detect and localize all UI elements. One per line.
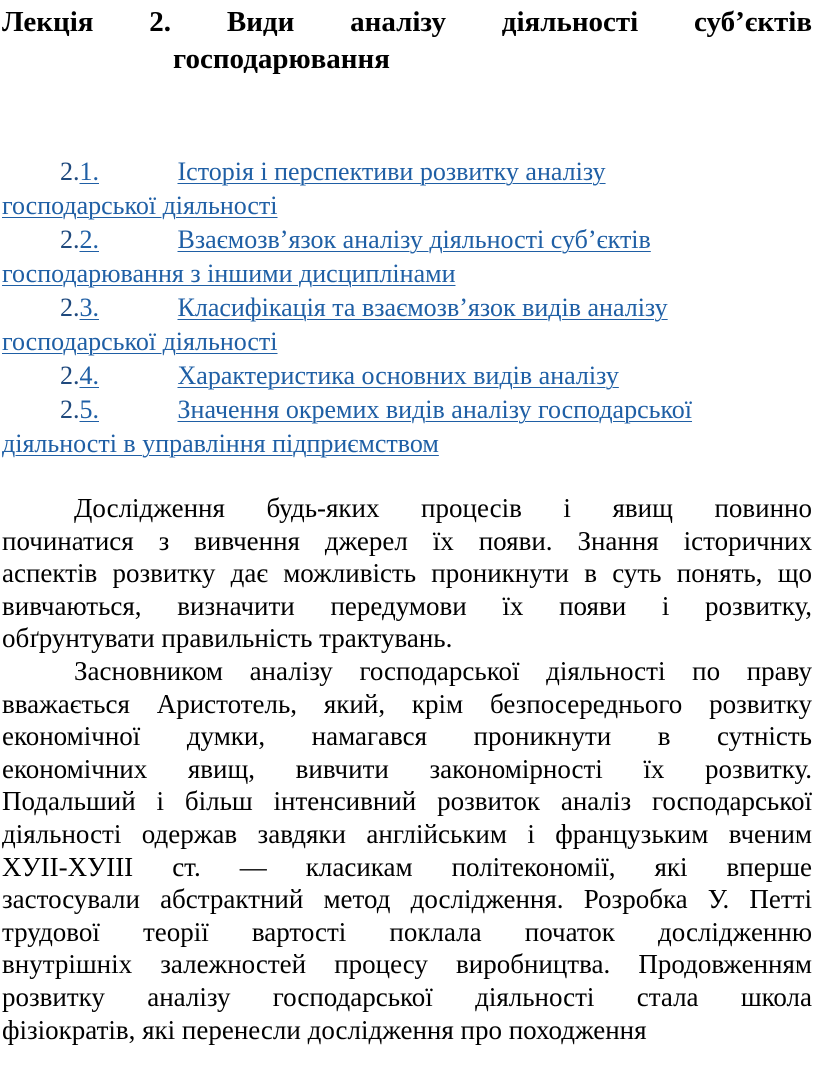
toc-item-2-2[interactable] [2,223,812,291]
title-word: суб’єктів [694,6,812,38]
paragraph-line: вивчаються, визначити передумови їх появи і розвитку, [2,590,812,621]
toc-link-text-continued[interactable]: діяльності в управління підприємством [2,429,439,458]
title-word: Лекція [2,6,94,38]
toc-link-text[interactable]: Характеристика основних видів аналізу [177,361,619,390]
toc-number-link[interactable]: 4. [79,361,99,390]
toc-item-2-1[interactable] [2,155,812,223]
title-word: діяльності [501,6,639,38]
toc-prefix: 2. [60,225,80,254]
table-of-contents [2,155,812,461]
paragraph-line: Засновником аналізу господарської діяльності по праву [74,655,812,686]
toc-item-2-5[interactable] [2,393,812,461]
paragraph-line: вважається Аристотель, який, крім безпосереднього розвитку [2,688,812,719]
toc-number-link[interactable]: 1. [79,157,99,186]
toc-number-link[interactable]: 3. [79,293,99,322]
body-paragraph [2,655,812,1046]
toc-item-2-4[interactable] [2,359,812,393]
toc-link-text[interactable]: Значення окремих видів аналізу господарської [177,395,693,424]
toc-link-text-continued[interactable]: господарської діяльності [2,327,278,356]
paragraph-line: економічних явищ, вивчити закономірності їх розвитку. [2,753,812,784]
toc-link-text[interactable]: Історія і перспективи розвитку аналізу [177,157,606,186]
lecture-title-line-1 [2,4,812,41]
paragraph-line: починатися з вивчення джерел їх появи. Знання історичних [2,525,812,556]
paragraph-line: Подальший і більш інтенсивний розвиток аналіз господарської [2,786,812,817]
lecture-title [2,4,812,78]
paragraph-line: застосували абстрактний метод дослідження. Розробка У. Петті [2,884,812,915]
paragraph-line: ХУІІ-ХУІІІ ст. — класикам політекономії, які вперше [2,851,812,882]
toc-number-link[interactable]: 5. [79,395,99,424]
lecture-title-line-2: господарювання [173,43,390,75]
paragraph-line: розвитку аналізу господарської діяльності стала школа [2,981,812,1012]
paragraph-line: аспектів розвитку дає можливість проникнути в суть понять, що [2,558,812,589]
lecture-body [2,492,812,1046]
toc-number-link[interactable]: 2. [79,225,99,254]
title-word: аналізу [350,6,446,38]
toc-prefix: 2. [60,395,80,424]
paragraph-line: фізіократів, які перенесли дослідження про походження [2,1014,647,1045]
paragraph-line: внутрішніх залежностей процесу виробництва. Продовженням [2,949,812,980]
toc-item-2-3[interactable] [2,291,812,359]
toc-link-text-continued[interactable]: господарської діяльності [2,191,278,220]
body-paragraph [2,492,812,655]
paragraph-line: обґрунтувати правильність трактувань. [2,623,453,654]
toc-link-text[interactable]: Взаємозв’язок аналізу діяльності суб’єктів [177,225,651,254]
toc-prefix: 2. [60,293,80,322]
title-word: 2. [149,6,172,38]
paragraph-line: Дослідження будь-яких процесів і явищ повинно [74,493,812,523]
toc-prefix: 2. [60,361,80,390]
paragraph-line: економічної думки, намагався проникнути в сутність [2,721,812,752]
title-word: Види [226,6,295,38]
toc-link-text[interactable]: Класифікація та взаємозв’язок видів аналізу [177,293,668,322]
paragraph-line: трудової теорії вартості поклала початок дослідженню [2,916,812,947]
toc-prefix: 2. [60,157,80,186]
paragraph-line: діяльності одержав завдяки англійським і французьким вченим [2,818,812,849]
toc-link-text-continued[interactable]: господарювання з іншими дисциплінами [2,259,456,288]
